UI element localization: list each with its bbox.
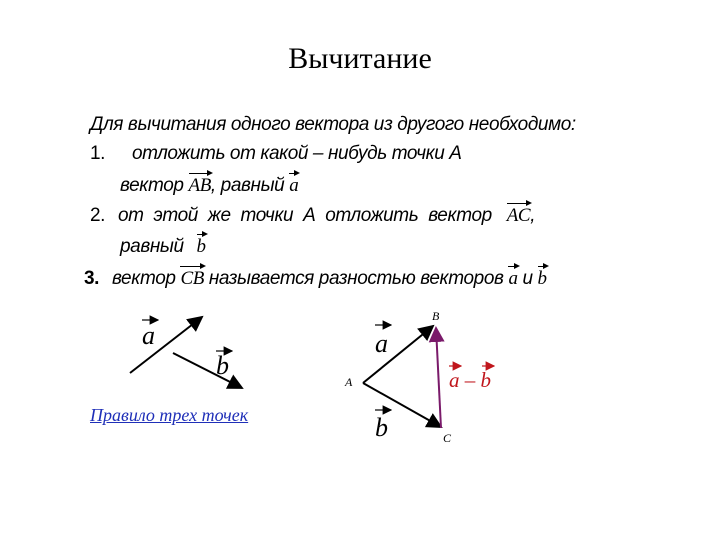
free-vectors-diagram: [110, 300, 250, 390]
step-3-line: [84, 268, 547, 290]
point-a-label: A: [345, 375, 353, 389]
triangle-label-a: a: [375, 329, 388, 358]
vector-a-2: a: [508, 268, 518, 289]
vector-b-arrow: [173, 353, 242, 388]
intro-text: Для вычитания одного вектора из другого необходимо:: [90, 114, 576, 135]
step-1-text-vector: вектор: [120, 175, 184, 196]
step-1-text: отложить от какой – нибудь точки А: [131, 143, 462, 164]
point-c-label: C: [443, 431, 452, 445]
vector-b: b: [196, 236, 206, 257]
step-3-text-vector: вектор: [111, 268, 176, 289]
triangle-label-b: b: [375, 413, 388, 442]
step-3-number: 3.: [84, 268, 100, 289]
triangle-diagram: [335, 300, 520, 450]
label-b: b: [216, 351, 229, 380]
step-2-text: от этой же точки А отложить вектор: [117, 205, 492, 226]
vector-b-2: b: [537, 268, 547, 289]
step-2-comma: ,: [530, 205, 536, 226]
point-b-label: B: [432, 309, 440, 323]
difference-label: a – b: [449, 368, 491, 392]
step-2-line-2: [120, 236, 206, 258]
side-ab: [363, 326, 433, 383]
side-cb: [436, 328, 441, 428]
step-2-text-equal: равный: [120, 236, 184, 257]
step-3-text: называется разностью векторов: [208, 268, 504, 289]
page-title: Вычитание: [288, 42, 432, 75]
vector-a: a: [289, 175, 299, 196]
vector-ab: AB: [188, 175, 211, 196]
three-points-rule-link[interactable]: Правило трех точек: [90, 405, 249, 425]
vector-ac: AC: [506, 205, 531, 226]
step-1-line-2: [120, 175, 298, 197]
vector-a-arrow: [130, 317, 202, 373]
label-a: a: [142, 321, 155, 350]
step-2-number: 2.: [90, 205, 106, 226]
vector-cb: CB: [180, 268, 204, 289]
step-1-text-equal: , равный: [210, 175, 285, 196]
step-1-number: 1.: [90, 143, 106, 164]
step-3-and: и: [522, 268, 533, 289]
step-2-line-1: [90, 205, 535, 227]
step-1-line-1: [90, 143, 462, 165]
